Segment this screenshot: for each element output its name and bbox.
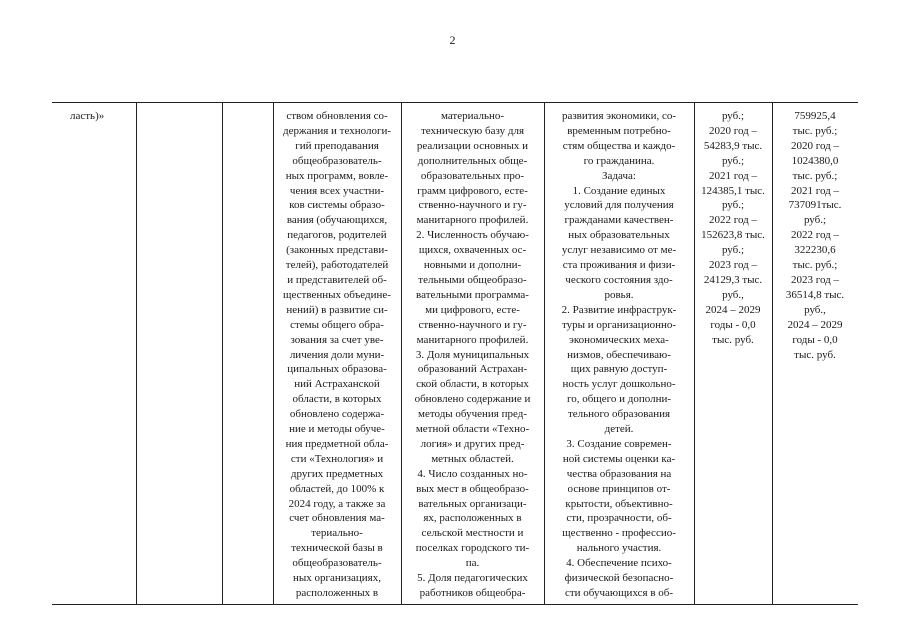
- cell-text-line: ственно-научного и гу-: [418, 318, 527, 331]
- cell-text-line: ние и методы обуче-: [289, 423, 385, 436]
- cell-text-line: 2024 – 2029: [787, 318, 843, 331]
- cell-text-line: других предметных: [290, 467, 384, 480]
- cell-text-line: и представителей об-: [287, 273, 387, 286]
- cell-text-line: телей), работодателей: [285, 259, 389, 272]
- cell-text-line: руб.;: [721, 110, 745, 122]
- cell-text-line: ством обновления со-: [286, 110, 388, 122]
- cell-text-line: 2020 год –: [708, 124, 758, 137]
- cell-text-line: крытости, объективно-: [565, 497, 673, 510]
- cell-text-line: сти обучающихся в об-: [564, 587, 674, 599]
- cell-text-line: ми цифрового, есте-: [425, 303, 520, 316]
- cell-text-line: вания (обучающихся,: [286, 214, 388, 227]
- cell-text-line: чения всех участни-: [289, 184, 385, 197]
- cell-text-line: образовательных про-: [420, 169, 525, 182]
- cell-text-line: реализации основных и: [416, 139, 529, 152]
- cell-text-line: манитарного профилей.: [416, 333, 529, 346]
- cell-text-line: техническую базу для: [420, 124, 525, 137]
- cell-text-line: 3. Доля муниципальных: [415, 348, 530, 361]
- cell-text-line: 2. Численность обучаю-: [416, 229, 529, 242]
- cell-text-line: стям общества и каждо-: [562, 139, 676, 152]
- cell-text-line: тыс. руб.;: [792, 259, 838, 272]
- cell-text-line: стемы общего обра-: [290, 318, 384, 331]
- column-divider: [544, 103, 545, 604]
- cell-text-line: тельными общеобразо-: [418, 273, 527, 286]
- cell-text-line: грамм цифрового, есте-: [417, 184, 528, 197]
- cell-text-line: го, общего и дополни-: [566, 393, 672, 406]
- cell-text-line: териально-: [311, 527, 363, 540]
- cell-text-line: вательных организаци-: [418, 497, 527, 510]
- cell-text-line: экономических меха-: [569, 333, 669, 346]
- cell-text-line: тыс. руб.: [712, 333, 754, 346]
- cell-text-line: развития экономики, со-: [561, 110, 677, 122]
- cell-text-line: ных образовательных: [568, 229, 670, 242]
- cell-text-line: туры и организационно-: [561, 318, 677, 331]
- cell-text-line: 124385,1 тыс.: [701, 184, 765, 197]
- cell-text-line: гий преподавания: [295, 139, 379, 152]
- cell-text-line: 54283,9 тыс.: [703, 139, 763, 152]
- cell-text-line: руб.;: [721, 154, 745, 167]
- cell-text-line: вательными программа-: [416, 288, 529, 301]
- cell-text-line: 5. Доля педагогических: [417, 572, 528, 585]
- cell-text-line: расположенных в: [295, 587, 379, 599]
- cell-text-line: зования за счет уве-: [290, 333, 384, 346]
- cell-text-line: областей, до 100% к: [289, 482, 385, 495]
- column-divider: [222, 103, 223, 604]
- cell-text-line: общеобразователь-: [292, 154, 382, 167]
- cell-text-line: педагогов, родителей: [287, 229, 387, 242]
- table-cell-col4: [275, 109, 399, 601]
- cell-text-line: 24129,3 тыс.: [703, 273, 763, 286]
- cell-text-line: 36514,8 тыс.: [785, 288, 845, 301]
- cell-text-line: счет обновления ма-: [289, 512, 385, 525]
- cell-text-line: ков системы образо-: [289, 199, 385, 212]
- column-divider: [401, 103, 402, 604]
- cell-text-line: годы - 0,0: [710, 318, 756, 331]
- cell-text-line: области, в которых: [292, 393, 382, 406]
- column-divider: [694, 103, 695, 604]
- cell-text-line: 3. Создание современ-: [566, 437, 672, 450]
- cell-text-line: ственно-научного и гу-: [418, 199, 527, 212]
- cell-text-line: щих равную доступ-: [570, 363, 668, 376]
- cell-text-line: обновлено содержа-: [289, 408, 385, 421]
- cell-text-line: 2023 год –: [790, 273, 840, 286]
- cell-text-line: 2024 – 2029: [705, 303, 761, 316]
- cell-text-line: ласть)»: [70, 110, 105, 122]
- cell-text-line: 2024 году, а также за: [288, 497, 386, 510]
- cell-text-line: па.: [465, 557, 480, 570]
- cell-text-line: Задача:: [602, 169, 636, 182]
- cell-text-line: работников общеобра-: [419, 587, 526, 599]
- cell-text-line: ность услуг дошкольно-: [562, 378, 676, 391]
- cell-text-line: образований Астрахан-: [417, 363, 528, 376]
- cell-text-line: физической безопасно-: [564, 572, 674, 585]
- cell-text-line: держания и технологи-: [282, 124, 392, 137]
- cell-text-line: ста проживания и физи-: [562, 259, 676, 272]
- cell-text-line: 2020 год –: [790, 139, 840, 152]
- cell-text-line: сельской местности и: [421, 527, 524, 540]
- cell-text-line: годы - 0,0: [792, 333, 838, 346]
- cell-text-line: нений) в развитие си-: [286, 303, 388, 316]
- cell-text-line: руб.;: [803, 214, 827, 227]
- cell-text-line: 2021 год –: [790, 184, 840, 197]
- cell-text-line: ных организациях,: [292, 572, 381, 585]
- cell-text-line: метной области «Техно-: [415, 423, 530, 436]
- cell-text-line: новными и дополни-: [423, 259, 522, 272]
- cell-text-line: ческого состояния здо-: [565, 273, 673, 286]
- cell-text-line: ципальных образова-: [287, 363, 387, 376]
- cell-text-line: 2. Развитие инфраструк-: [561, 303, 677, 316]
- cell-text-line: 2021 год –: [708, 169, 758, 182]
- column-divider: [772, 103, 773, 604]
- table-cell-col7: [696, 109, 770, 348]
- cell-text-line: методы обучения пред-: [418, 408, 527, 421]
- cell-text-line: ской области, в которых: [416, 378, 529, 391]
- cell-text-line: 2022 год –: [708, 214, 758, 227]
- cell-text-line: гражданами качествен-: [564, 214, 674, 227]
- cell-text-line: чества образования на: [566, 467, 672, 480]
- cell-text-line: 2022 год –: [790, 229, 840, 242]
- cell-text-line: общеобразователь-: [292, 557, 382, 570]
- cell-text-line: ровья.: [604, 288, 634, 301]
- cell-text-line: низмов, обеспечиваю-: [567, 348, 671, 361]
- cell-text-line: ной системы оценки ка-: [562, 452, 676, 465]
- table-cell-col6: [546, 109, 692, 601]
- cell-text-line: материально-: [440, 110, 505, 122]
- cell-text-line: руб.,: [804, 303, 826, 316]
- cell-text-line: руб.,: [722, 288, 744, 301]
- cell-text-line: дополнительных обще-: [417, 154, 528, 167]
- cell-text-line: 2023 год –: [708, 259, 758, 272]
- table-cell-col1: [70, 109, 134, 124]
- cell-text-line: основе принципов от-: [567, 482, 671, 495]
- cell-text-line: метных областей.: [431, 452, 514, 465]
- column-divider: [273, 103, 274, 604]
- cell-text-line: манитарного профилей.: [416, 214, 529, 227]
- cell-text-line: 1. Создание единых: [572, 184, 666, 197]
- cell-text-line: 4. Число созданных но-: [417, 467, 528, 480]
- cell-text-line: 322230,6: [794, 244, 836, 257]
- cell-text-line: тыс. руб.;: [792, 124, 838, 137]
- cell-text-line: тыс. руб.;: [792, 169, 838, 182]
- cell-text-line: условий для получения: [564, 199, 674, 212]
- cell-text-line: сти, прозрачности, об-: [566, 512, 672, 525]
- cell-text-line: временным потребно-: [567, 124, 671, 137]
- cell-text-line: тыс. руб.: [794, 348, 836, 361]
- cell-text-line: технической базы в: [291, 542, 383, 555]
- cell-text-line: обновлено содержание и: [414, 393, 531, 406]
- page-number: 2: [449, 33, 456, 47]
- cell-text-line: щественно - профессио-: [562, 527, 676, 540]
- cell-text-line: поселках городского ти-: [415, 542, 530, 555]
- cell-text-line: тельного образования: [567, 408, 671, 421]
- cell-text-line: щихся, охваченных ос-: [418, 244, 527, 257]
- cell-text-line: 1024380,0: [791, 154, 839, 167]
- cell-text-line: сти «Технология» и: [290, 452, 384, 465]
- column-divider: [136, 103, 137, 604]
- cell-text-line: руб.;: [721, 244, 745, 257]
- cell-text-line: го гражданина.: [583, 154, 655, 167]
- cell-text-line: ний Астраханской: [294, 378, 380, 391]
- document-table: [52, 102, 858, 605]
- cell-text-line: услуг независимо от ме-: [561, 244, 677, 257]
- cell-text-line: 737091тыс.: [788, 199, 842, 212]
- cell-text-line: 759925,4: [794, 110, 836, 122]
- cell-text-line: 152623,8 тыс.: [701, 229, 765, 242]
- cell-text-line: ных программ, вовле-: [285, 169, 389, 182]
- table-cell-col5: [403, 109, 542, 601]
- cell-text-line: ния предметной обла-: [285, 437, 389, 450]
- cell-text-line: 4. Обеспечение психо-: [566, 557, 672, 570]
- cell-text-line: нального участия.: [576, 542, 662, 555]
- cell-text-line: личения доли муни-: [289, 348, 385, 361]
- cell-text-line: руб.;: [721, 199, 745, 212]
- cell-text-line: логия» и других пред-: [420, 437, 525, 450]
- cell-text-line: детей.: [604, 423, 634, 436]
- cell-text-line: щественных объедине-: [283, 288, 391, 301]
- cell-text-line: вых мест в общеобразо-: [416, 482, 529, 495]
- cell-text-line: (законных представи-: [286, 244, 388, 257]
- cell-text-line: ях, расположенных в: [423, 512, 522, 525]
- table-cell-col8: [774, 109, 856, 362]
